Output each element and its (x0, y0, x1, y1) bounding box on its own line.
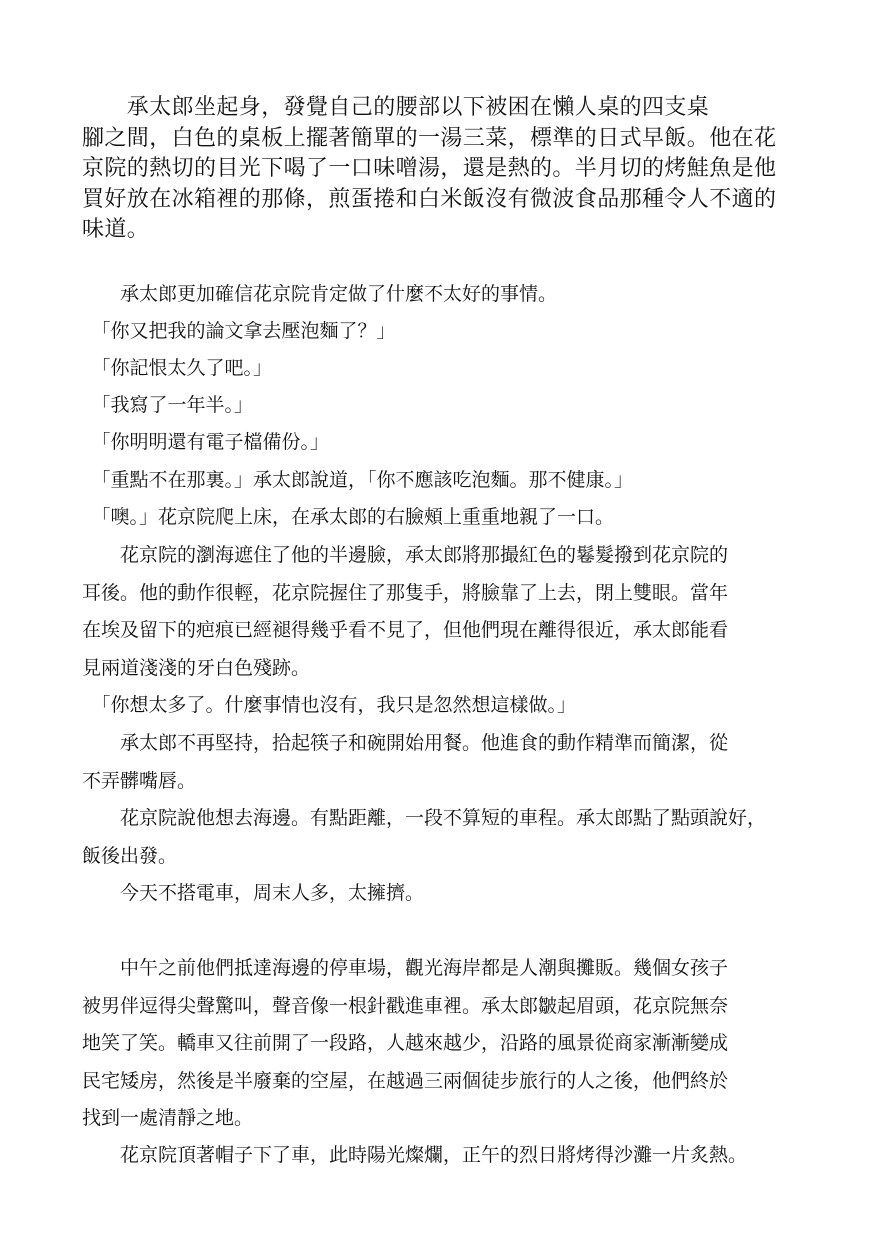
paragraph-1 (82, 93, 804, 246)
text-line: 在埃及留下的疤痕已經褪得幾乎看不見了，但他們現在離得很近，承太郎能看 (82, 619, 729, 641)
text-line: 中午之前他們抵達海邊的停車場，觀光海岸都是人潮與攤販。幾個女孩子 (82, 957, 729, 979)
text-line: 承太郎更加確信花京院肯定做了什麼不太好的事情。 (82, 283, 558, 305)
text-line: 見兩道淺淺的牙白色殘跡。 (82, 656, 311, 679)
text-line: 耳後。他的動作很輕，花京院握住了那隻手，將臉靠了上去，閉上雙眼。當年 (82, 581, 729, 604)
text-line: 味道。 (82, 217, 150, 242)
paragraph-14 (82, 950, 804, 1138)
paragraph-5 (82, 387, 804, 425)
text-line: 今天不搭電車，周末人多，太擁擠。 (82, 882, 425, 904)
text-line: 「你想太多了。什麼事情也沒有，我只是忽然想這樣做。」 (82, 694, 577, 716)
text-line: 地笑了笑。轎車又往前開了一段路，人越來越少，沿路的風景從商家漸漸變成 (82, 1032, 729, 1054)
paragraph-13 (82, 875, 804, 913)
text-line: 「噢。」花京院爬上床，在承太郎的右臉頰上重重地親了一口。 (82, 506, 615, 528)
text-line: 民宅矮房，然後是半廢棄的空屋，在越過三兩個徒步旅行的人之後，他們終於 (82, 1069, 729, 1092)
text-line: 腳之間，白色的桌板上擺著簡單的一湯三菜，標準的日式早飯。他在花 (82, 125, 777, 151)
text-line: 找到一處清靜之地。 (82, 1107, 254, 1129)
text-line: 承太郎不再堅持，拾起筷子和碗開始用餐。他進食的動作精準而簡潔，從 (82, 732, 729, 754)
paragraph-8 (82, 499, 804, 537)
paragraph-3 (82, 313, 804, 351)
text-line: 不弄髒嘴唇。 (82, 769, 197, 792)
paragraph-12 (82, 800, 804, 875)
text-line: 「你明明還有電子檔備份。」 (82, 431, 330, 453)
paragraph-9 (82, 537, 804, 687)
paragraph-4 (82, 350, 804, 388)
text-line: 承太郎坐起身，發覺自己的腰部以下被困在懶人桌的四支桌 (82, 95, 710, 120)
paragraph-6 (82, 424, 804, 462)
paragraph-15 (82, 1137, 804, 1175)
text-line: 「你記恨太久了吧。」 (82, 357, 273, 379)
paragraph-2 (82, 276, 804, 314)
text-line: 「你又把我的論文拿去壓泡麵了？」 (82, 320, 396, 342)
text-line: 飯後出發。 (82, 844, 178, 867)
text-line: 花京院頂著帽子下了車，此時陽光燦爛，正午的烈日將烤得沙灘一片炙熱。 (82, 1144, 748, 1166)
text-line: 「重點不在那裏。」承太郎說道，「你不應該吃泡麵。那不健康。」 (82, 469, 634, 491)
text-line: 花京院說他想去海邊。有點距離，一段不算短的車程。承太郎點了點頭說好， (82, 807, 767, 829)
paragraph-11 (82, 725, 804, 800)
paragraph-10 (82, 687, 804, 725)
paragraph-7 (82, 462, 804, 500)
text-line: 花京院的瀏海遮住了他的半邊臉，承太郎將那撮紅色的鬈髮撥到花京院的 (82, 544, 729, 566)
text-line: 「我寫了一年半。」 (82, 394, 254, 416)
text-line: 被男伴逗得尖聲驚叫，聲音像一根針戳進車裡。承太郎皺起眉頭，花京院無奈 (82, 994, 729, 1017)
text-line: 京院的熱切的目光下喝了一口味噌湯，還是熱的。半月切的烤鮭魚是他 (82, 156, 777, 181)
text-line: 買好放在冰箱裡的那條，煎蛋捲和白米飯沒有微波食品那種令人不適的 (82, 186, 777, 212)
